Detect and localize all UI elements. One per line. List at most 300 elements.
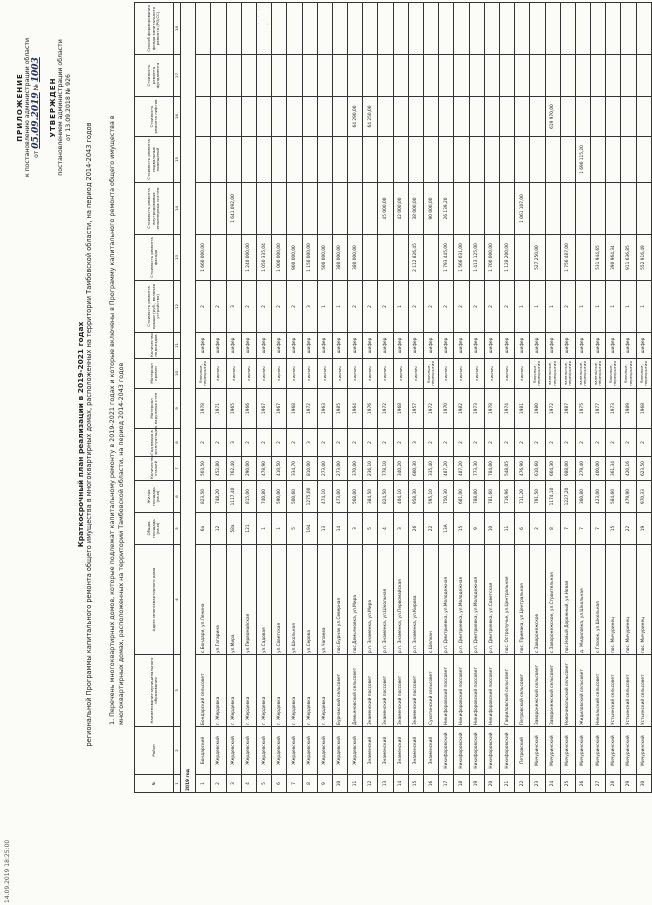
table-cell: 762,40 — [226, 457, 241, 481]
table-cell — [484, 183, 499, 235]
table-cell: 14 — [332, 513, 347, 545]
table-cell: 681,00 — [454, 481, 469, 513]
table-row — [424, 3, 439, 793]
table-cell: р.п. Знаменка, ул.Мира — [363, 545, 378, 655]
table-cell: Никифоровский поссовет — [454, 655, 469, 727]
table-row — [256, 3, 271, 793]
table-cell — [454, 3, 469, 55]
table-cell: 5 — [363, 513, 378, 545]
table-cell: 361,34 — [606, 457, 621, 481]
table-cell: шифер — [302, 333, 317, 359]
table-cell: 1 — [393, 281, 408, 333]
table-cell: Жердевский — [256, 727, 271, 775]
table-cell — [469, 55, 484, 97]
table-cell: 4 — [241, 775, 256, 793]
table-cell: 740,80 — [256, 481, 271, 513]
table-cell: 380 000,00 — [332, 235, 347, 281]
table-row — [454, 3, 469, 793]
table-cell: 2 — [484, 429, 499, 457]
table-cell — [393, 3, 408, 55]
table-cell: 1987 — [560, 389, 575, 429]
table-cell — [515, 97, 530, 137]
table-cell: шифер — [348, 333, 363, 359]
table-cell: 3 — [348, 513, 363, 545]
table-row — [439, 3, 454, 793]
column-number: 7 — [174, 457, 181, 481]
table-cell: Никифоровский поссовет — [484, 655, 499, 727]
table-row — [545, 3, 560, 793]
table-cell — [302, 183, 317, 235]
table-cell: шифер — [454, 333, 469, 359]
table-cell: ул.Школьная — [287, 545, 302, 655]
table-cell: Знаменский поссовет — [378, 655, 393, 727]
table-cell: пос. Остролучье, ул.Центральная — [499, 545, 514, 655]
table-cell: Жидиловский сельсовет — [575, 655, 590, 727]
table-cell: 1 — [621, 281, 636, 333]
table-cell: 279,40 — [575, 457, 590, 481]
column-header: № — [135, 775, 174, 793]
table-cell: 1 — [317, 281, 332, 333]
document-title — [76, 112, 94, 757]
table-cell — [256, 137, 271, 183]
table-cell — [484, 97, 499, 137]
table-cell — [256, 183, 271, 235]
table-cell: Новоникольский сельсовет — [560, 655, 575, 727]
table-cell — [256, 97, 271, 137]
table-row — [408, 3, 423, 793]
table-cell — [484, 137, 499, 183]
table-cell: 384,50 — [363, 481, 378, 513]
table-cell — [484, 55, 499, 97]
table-cell: 2 — [332, 429, 347, 457]
table-cell: Знаменский — [393, 727, 408, 775]
table-cell: 1972 — [545, 389, 560, 429]
table-cell: 2 — [636, 429, 651, 457]
table-cell: 2 — [272, 429, 287, 457]
table-cell: кирпич — [515, 359, 530, 389]
table-cell — [302, 97, 317, 137]
table-cell: 38 000,00 — [408, 183, 423, 235]
table-cell: Знаменский — [378, 727, 393, 775]
table-cell — [408, 137, 423, 183]
table-cell: 2 — [363, 281, 378, 333]
table-cell — [226, 3, 241, 55]
table-cell: 1972 — [424, 389, 439, 429]
group-row — [181, 3, 196, 793]
table-cell: 410,50 — [272, 457, 287, 481]
table-cell: г. Жердевка — [241, 655, 256, 727]
table-cell — [332, 55, 347, 97]
table-cell — [439, 97, 454, 137]
table-cell — [560, 183, 575, 235]
table-cell: 911 636,85 — [621, 235, 636, 281]
table-cell: 1968 — [393, 389, 408, 429]
table-cell: 15 — [408, 775, 423, 793]
table-cell: 1 641 092,00 — [226, 183, 241, 235]
table-cell: с.Глазок, ул.Школьная — [591, 545, 606, 655]
table-cell: 273,00 — [317, 457, 332, 481]
timestamp: 14.09.2019 18:25:00 — [4, 839, 11, 903]
table-cell: Знаменский поссовет — [363, 655, 378, 727]
column-number: 11 — [174, 333, 181, 359]
table-cell: 479,90 — [621, 481, 636, 513]
table-cell: кирпич — [272, 359, 287, 389]
table-cell — [621, 137, 636, 183]
table-cell: 2 — [621, 429, 636, 457]
table-cell: 478,90 — [256, 457, 271, 481]
table-cell: 2 — [241, 281, 256, 333]
table-cell: 45 000,00 — [378, 183, 393, 235]
table-cell: 1968 — [287, 389, 302, 429]
table-cell: Знаменский — [363, 727, 378, 775]
table-cell: Заворонежский сельсовет — [545, 655, 560, 727]
approved-date: от 13.09.2018 № 926 — [65, 74, 72, 141]
table-cell: 3 — [393, 513, 408, 545]
table-cell: 784,00 — [484, 457, 499, 481]
table-row — [226, 3, 241, 793]
table-cell — [560, 55, 575, 97]
table-cell: г. Жердевка — [272, 655, 287, 727]
table-cell: 1 061 107,00 — [515, 183, 530, 235]
table-cell — [241, 183, 256, 235]
table-cell: 1978 — [484, 389, 499, 429]
table-cell: Никифоровский — [499, 727, 514, 775]
table-cell — [302, 137, 317, 183]
table-cell: 1 566 031,00 — [454, 235, 469, 281]
table-cell — [606, 3, 621, 55]
table-cell: 29 — [621, 775, 636, 793]
table-cell: 1973 — [606, 389, 621, 429]
table-cell: Петровский — [515, 727, 530, 775]
table-cell: 25 — [560, 775, 575, 793]
column-header: Общая площадь (кв.м) — [135, 513, 174, 545]
table-cell — [575, 183, 590, 235]
table-cell: 12 — [211, 513, 226, 545]
table-cell: кирпич — [332, 359, 347, 389]
table-cell: шифер — [591, 333, 606, 359]
table-cell: ул.Чапаева — [317, 545, 332, 655]
table-cell: 236,10 — [363, 457, 378, 481]
table-cell: 7 — [287, 775, 302, 793]
table-cell: Демьяновский сельсовет — [348, 655, 363, 727]
table-cell: 500,60 — [287, 481, 302, 513]
table-cell: 404,10 — [393, 481, 408, 513]
group-label: 2019 год — [181, 3, 196, 793]
table-cell: 2 — [469, 429, 484, 457]
appendix-date-line: от 05.09.2019 № 1003 — [31, 57, 41, 158]
table-cell: 1978 — [196, 389, 211, 429]
table-cell — [621, 55, 636, 97]
table-cell: ул.Советская — [272, 545, 287, 655]
table-cell: 2 — [196, 429, 211, 457]
table-cell — [211, 3, 226, 55]
table-cell: Мичуринский — [560, 727, 575, 775]
table-cell: шифер — [499, 333, 514, 359]
table-row — [272, 3, 287, 793]
table-cell: шифер — [408, 333, 423, 359]
table-cell: шифер — [469, 333, 484, 359]
table-cell: Жердевский — [287, 727, 302, 775]
table-cell: 2 — [363, 429, 378, 457]
table-cell: с.Шелкан — [424, 545, 439, 655]
table-cell: Жердевский — [317, 727, 332, 775]
table-cell: 548,05 — [499, 457, 514, 481]
table-cell: г. Жердевка — [226, 655, 241, 727]
table-cell: кирпич — [226, 359, 241, 389]
table-cell — [484, 3, 499, 55]
table-cell: пос. Мичуринец — [606, 545, 621, 655]
table-cell: 1974 — [499, 389, 514, 429]
title-line-1: Краткосрочный план реализации в 2019-2021 годах — [76, 321, 85, 548]
table-cell: 2 — [499, 281, 514, 333]
table-cell: ул.Мира — [226, 545, 241, 655]
table-cell: кирпич — [469, 359, 484, 389]
table-cell: Бондарский сельсовет — [196, 655, 211, 727]
table-cell: 503,50 — [196, 457, 211, 481]
table-cell: 11 — [348, 775, 363, 793]
table-cell: 90 000,00 — [424, 183, 439, 235]
table-cell — [241, 55, 256, 97]
table-cell — [424, 137, 439, 183]
table-cell: Никифоровский поссовет — [439, 655, 454, 727]
table-cell: Мичуринский — [545, 727, 560, 775]
table-cell — [408, 3, 423, 55]
table-cell: с.Заворонежское — [530, 545, 545, 655]
table-cell — [256, 55, 271, 97]
table-cell: кирпич — [484, 359, 499, 389]
table-cell: шифер — [530, 333, 545, 359]
table-cell: 20 — [484, 775, 499, 793]
title-line-2: региональной Программы капитального ремонта общего имущества в многоквартирных домах, расположенных на территории Тамбовской области, на период 2014-2043 годов — [85, 122, 93, 747]
table-cell: шифер — [636, 333, 651, 359]
table-cell — [469, 3, 484, 55]
table-cell: 781,60 — [484, 481, 499, 513]
table-cell: 27 — [591, 775, 606, 793]
table-cell: Бурнакский сельсовет — [332, 655, 347, 727]
column-number: 18 — [174, 3, 181, 55]
table-cell: 9 — [469, 513, 484, 545]
table-cell — [393, 137, 408, 183]
table-row — [499, 3, 514, 793]
table-cell: 5 — [287, 513, 302, 545]
table-cell — [287, 3, 302, 55]
column-number: 15 — [174, 137, 181, 183]
table-cell: кирпич — [393, 359, 408, 389]
table-cell: 2 — [606, 429, 621, 457]
table-cell: кирпич — [302, 359, 317, 389]
column-number: 3 — [174, 655, 181, 727]
column-number: 12 — [174, 281, 181, 333]
column-header: Стоимость ремонта фундамента — [135, 55, 174, 97]
table-row — [211, 3, 226, 793]
table-cell: 1985 — [332, 389, 347, 429]
table-cell — [332, 97, 347, 137]
table-cell: 22 — [515, 775, 530, 793]
table-cell: 1 240 000,00 — [241, 235, 256, 281]
table-cell — [439, 3, 454, 55]
table-cell: 623,50 — [636, 457, 651, 481]
table-cell — [302, 55, 317, 97]
table-cell: 1971 — [211, 389, 226, 429]
table-cell — [348, 55, 363, 97]
table-cell — [530, 97, 545, 137]
table-cell: р.п. Дмитриевка, ул.Молодежная — [469, 545, 484, 655]
column-header: Стоимость ремонта подвальных помещений — [135, 137, 174, 183]
table-cell: Жердевский — [211, 727, 226, 775]
column-number-row — [174, 3, 181, 793]
table-cell: шифер — [575, 333, 590, 359]
table-cell: 590,00 — [272, 481, 287, 513]
table-cell: 10 — [332, 775, 347, 793]
table-cell: 1975 — [575, 389, 590, 429]
table-cell: 64 250,00 — [363, 97, 378, 137]
table-cell — [515, 137, 530, 183]
table-row — [302, 3, 317, 793]
table-cell: Знаменский — [424, 727, 439, 775]
table-cell: 584,60 — [606, 481, 621, 513]
table-cell — [454, 97, 469, 137]
table-cell — [636, 183, 651, 235]
table-cell: шифер — [226, 333, 241, 359]
column-number: 6 — [174, 481, 181, 513]
table-cell: 788,00 — [469, 481, 484, 513]
table-cell — [424, 55, 439, 97]
table-cell: блочные, перекрытия — [606, 359, 621, 389]
table-cell — [272, 97, 287, 137]
table-cell: Никифоровский поссовет — [469, 655, 484, 727]
table-cell: 970,33 — [636, 481, 651, 513]
table-cell — [515, 235, 530, 281]
table-cell — [499, 55, 514, 97]
table-cell: 487,20 — [439, 457, 454, 481]
table-cell: шифер — [196, 333, 211, 359]
table-cell — [439, 55, 454, 97]
table-cell: Никифоровский — [439, 727, 454, 775]
table-cell — [256, 3, 271, 55]
table-cell: Мичуринский — [606, 727, 621, 775]
table-cell: 360,80 — [575, 481, 590, 513]
column-number: 13 — [174, 235, 181, 281]
table-cell — [226, 55, 241, 97]
table-cell: 24 — [545, 775, 560, 793]
table-cell: Мичуринский — [575, 727, 590, 775]
table-cell — [499, 3, 514, 55]
table-cell: блочные, перекрытия — [621, 359, 636, 389]
table-cell: пос.Бурнак ул.Северная — [332, 545, 347, 655]
table-cell: Бондарский — [196, 727, 211, 775]
table-cell: 1275,00 — [302, 481, 317, 513]
table-body — [181, 3, 652, 793]
table-cell: 420,16 — [621, 457, 636, 481]
table-cell: 2 — [408, 281, 423, 333]
table-cell: 6а — [196, 513, 211, 545]
table-cell: Жердевский — [272, 727, 287, 775]
table-row — [363, 3, 378, 793]
table-cell — [378, 55, 393, 97]
table-cell: 748,20 — [211, 481, 226, 513]
table-cell — [226, 235, 241, 281]
table-cell — [287, 183, 302, 235]
table-cell — [545, 137, 560, 183]
table-cell: 531 944,65 — [591, 235, 606, 281]
table-cell: 12 — [363, 775, 378, 793]
table-cell — [378, 235, 393, 281]
table-cell: 1 — [332, 281, 347, 333]
table-cell: 23 — [530, 775, 545, 793]
table-cell — [469, 97, 484, 137]
table-cell: 3 — [302, 281, 317, 333]
table-cell: 1972 — [378, 389, 393, 429]
table-cell: 10 — [484, 513, 499, 545]
table-cell: пос.Новый Дорожный, ул.Новая — [560, 545, 575, 655]
table-cell: 1967 — [256, 389, 271, 429]
table-cell — [302, 3, 317, 55]
table-cell: 2 — [454, 429, 469, 457]
table-cell: 1968 — [636, 389, 651, 429]
table-cell: 2 — [241, 429, 256, 457]
table-cell: 17 — [439, 775, 454, 793]
table-cell: шифер — [287, 333, 302, 359]
table-cell: кирпич — [499, 359, 514, 389]
table-cell — [196, 137, 211, 183]
table-row — [287, 3, 302, 793]
table-cell: 2 — [256, 429, 271, 457]
table-cell: 8 — [545, 513, 560, 545]
table-row — [515, 3, 530, 793]
table-cell: шифер — [393, 333, 408, 359]
table-cell: 958,30 — [408, 481, 423, 513]
table-cell: г. Жердевка — [317, 655, 332, 727]
table-cell: шифер — [621, 333, 636, 359]
table-cell — [636, 55, 651, 97]
approved-title: УТВЕРЖДЕН — [49, 77, 57, 138]
table-cell: шифер — [272, 333, 287, 359]
table-cell: 474,10 — [317, 481, 332, 513]
table-cell — [621, 97, 636, 137]
table-row — [348, 3, 363, 793]
table-cell: 2 — [499, 429, 514, 457]
table-cell: 595,10 — [424, 481, 439, 513]
table-cell: 335,40 — [424, 457, 439, 481]
table-cell: 1965 — [226, 389, 241, 429]
table-cell: ул.Серова — [302, 545, 317, 655]
table-cell — [424, 235, 439, 281]
table-cell — [408, 55, 423, 97]
table-cell: Сухотинский сельсовет — [424, 655, 439, 727]
table-cell: р.п. Знаменка, ул.Школьная — [378, 545, 393, 655]
table-cell: пос.Демьяновка, ул.Мира — [348, 545, 363, 655]
table-cell: шифер — [484, 333, 499, 359]
table-cell: 610,60 — [530, 457, 545, 481]
table-cell: 778,10 — [378, 457, 393, 481]
table-cell: г. Жердевка — [287, 655, 302, 727]
table-cell: 1989 — [621, 389, 636, 429]
table-cell — [606, 97, 621, 137]
table-cell: 2 — [196, 281, 211, 333]
table-cell: 452,80 — [211, 457, 226, 481]
table-cell: 2 — [287, 281, 302, 333]
table-cell — [378, 97, 393, 137]
table-cell: 1 000 000,00 — [272, 235, 287, 281]
table-cell — [393, 97, 408, 137]
table-row — [591, 3, 606, 793]
table-cell: 1 — [575, 281, 590, 333]
table-cell — [515, 3, 530, 55]
table-cell: 810,00 — [302, 457, 317, 481]
table-cell: 15 — [454, 513, 469, 545]
table-cell: Мичуринский — [591, 727, 606, 775]
table-cell: Знаменский поссовет — [393, 655, 408, 727]
